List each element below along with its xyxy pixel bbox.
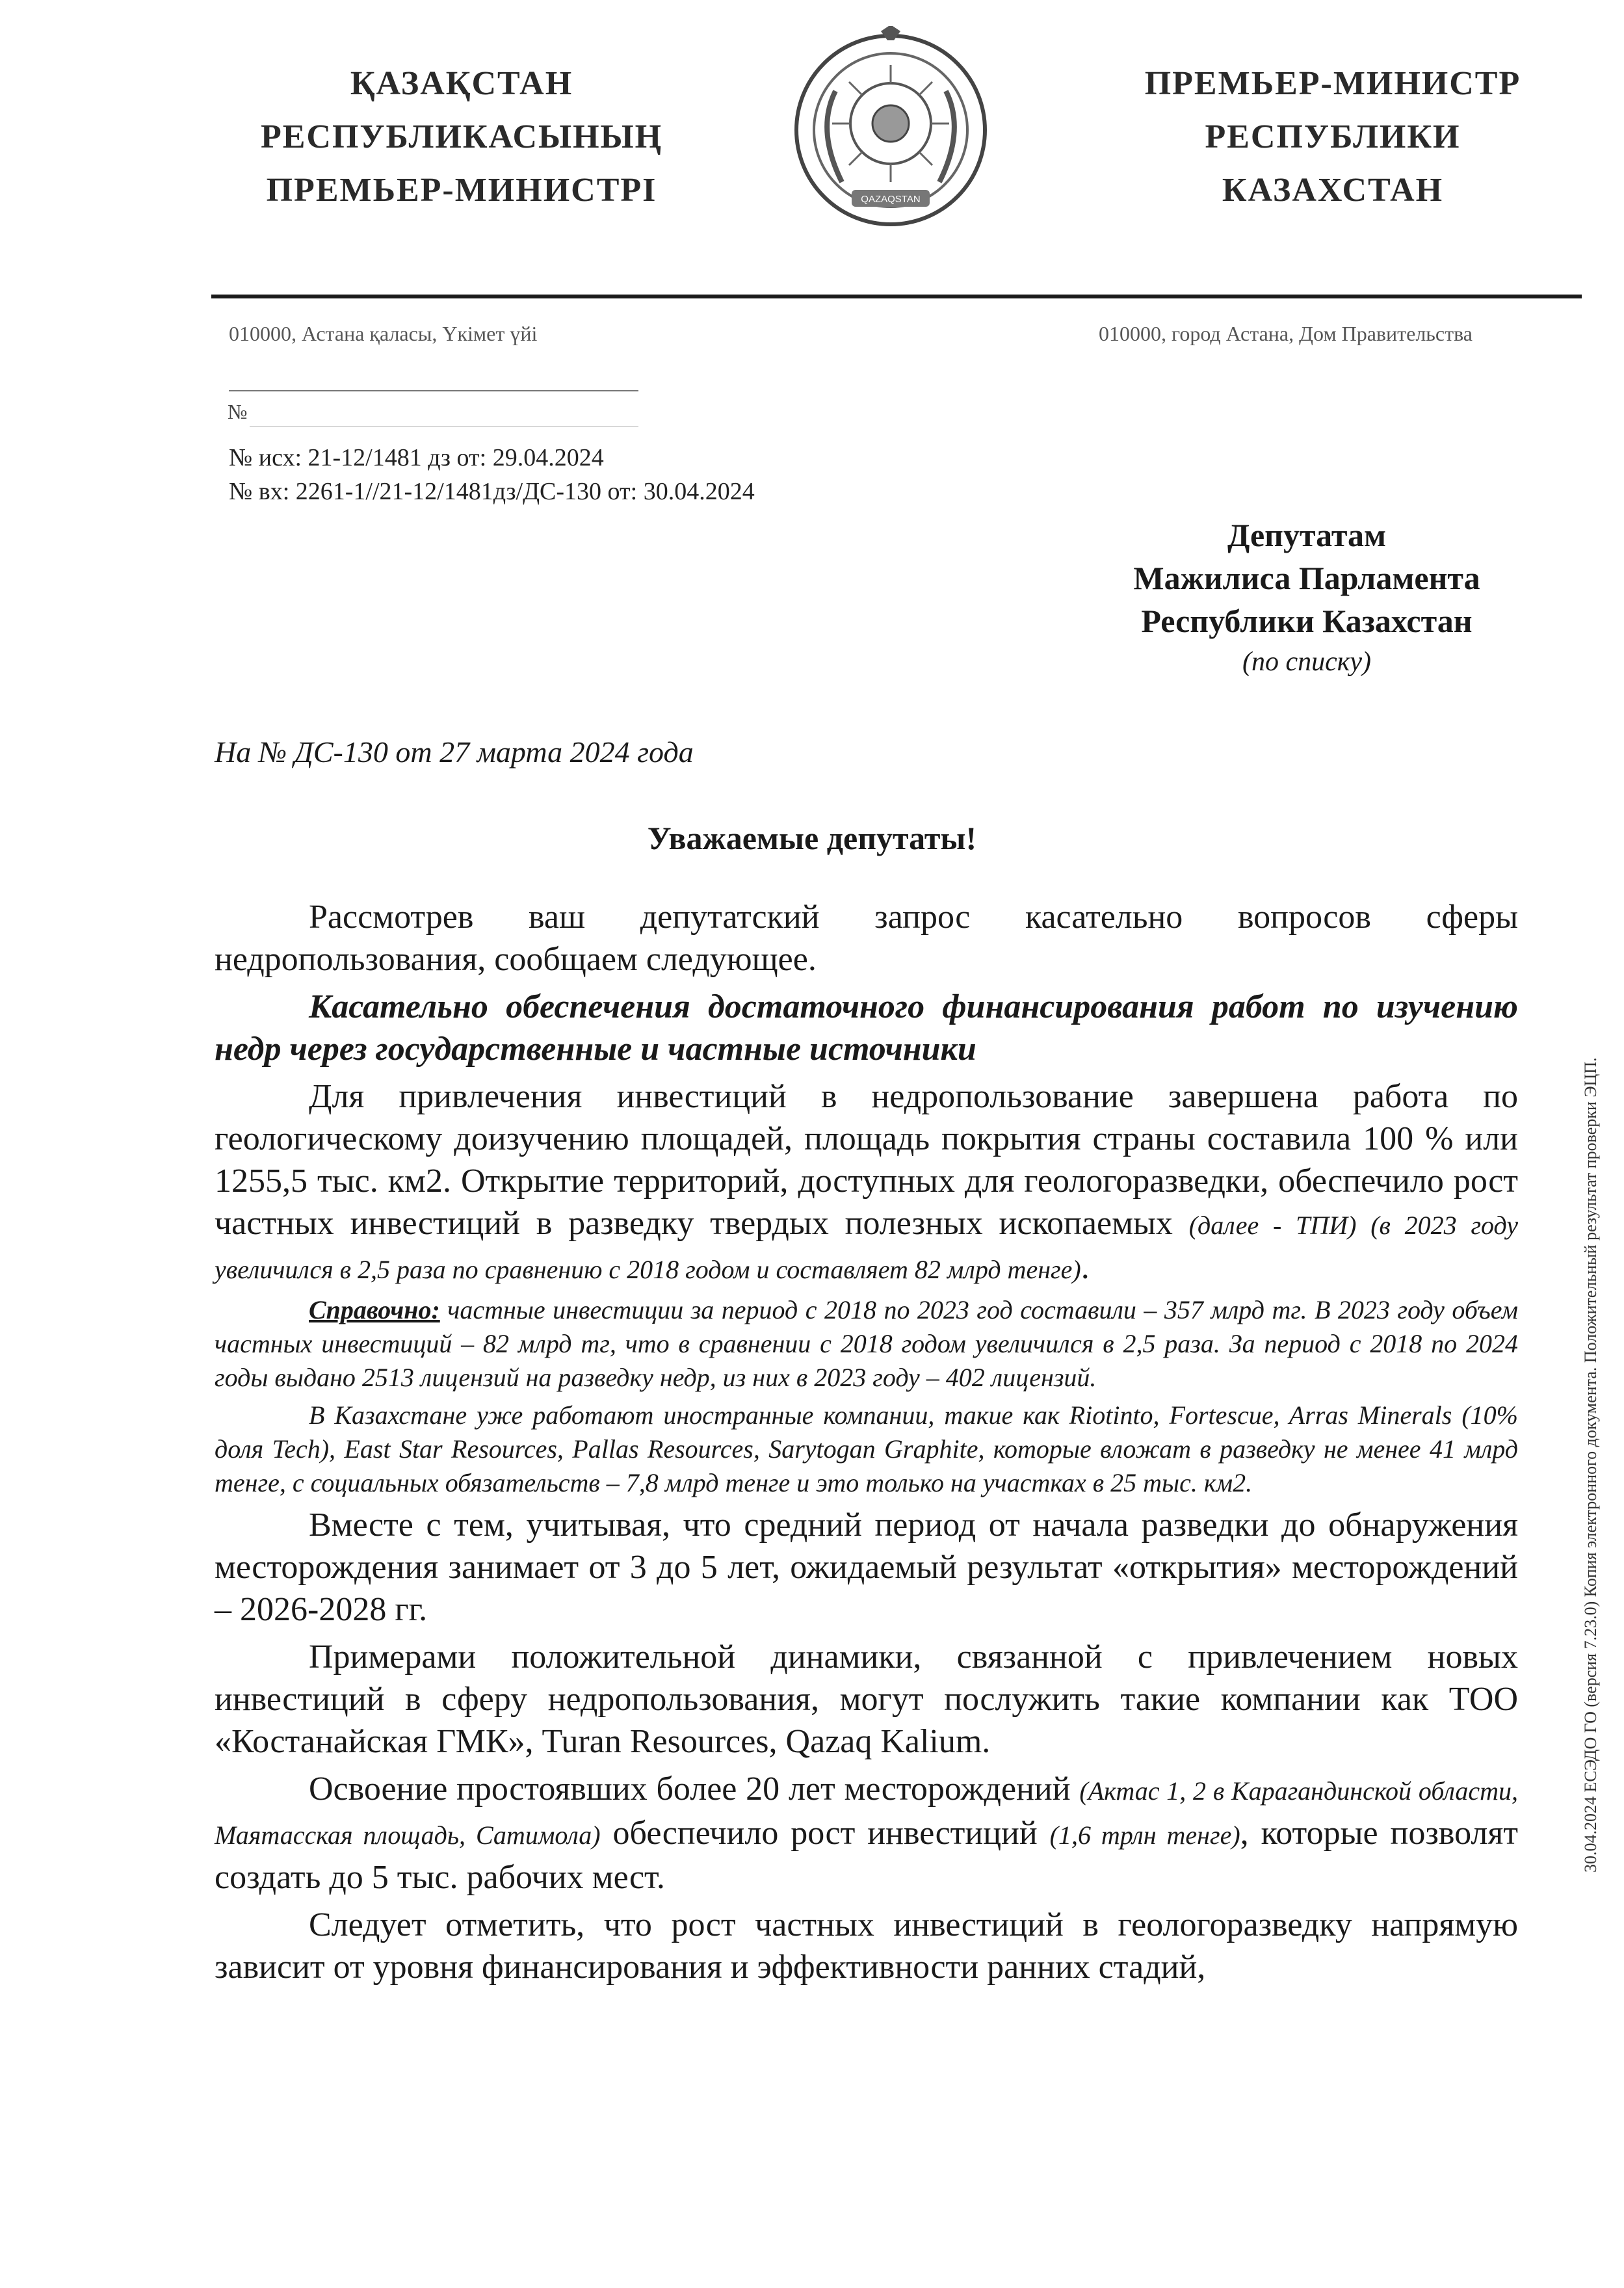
- paragraph-text: , которые позволят создать до 5 тыс. рабочих мест.: [215, 1815, 1519, 1896]
- greeting: Уважаемые депутаты!: [647, 820, 977, 856]
- header-divider: [211, 295, 1582, 298]
- header-left-line: ПРЕМЬЕР-МИНИСТРІ: [266, 172, 657, 209]
- emblem-text: QAZAQSTAN: [861, 194, 921, 205]
- reference-note-label: Справочно:: [309, 1295, 440, 1324]
- header-left-kazakh: [215, 57, 709, 217]
- paragraph-exploration-period: Вместе с тем, учитывая, что средний период от начала разведки до обнаружения месторождения занимает от 3 до 5 лет, ожидаемый результат «открытия» месторождений – 2026-2028 гг.: [215, 1506, 1518, 1628]
- header-right-line: РЕСПУБЛИКИ: [1205, 118, 1461, 155]
- paragraph-italic-note: (1,6 трлн тенге): [1049, 1821, 1240, 1850]
- header-right-line: КАЗАХСТАН: [1222, 172, 1444, 209]
- state-emblem-icon: [790, 26, 991, 241]
- paragraph-examples: Примерами положительной динамики, связанной с привлечением новых инвестиций в сферу недропользования, могут послужить такие компании как ТОО «Костанайская ГМК», Turan Resources, Qazaq Kalium.: [215, 1638, 1518, 1760]
- address-left: 010000, Астана қаласы, Үкімет үйі: [229, 322, 538, 345]
- paragraph-deposits: [215, 1768, 1518, 1899]
- paragraph-italic-note: (далее - ТПИ) (в 2023 году увеличился в 2,5 раза по сравнению с 2018 годом и составляет 82 млрд тенге): [215, 1211, 1518, 1284]
- incoming-number: № вх: 2261-1//21-12/1481дз/ДС-130 от: 30.04.2024: [229, 478, 755, 505]
- paragraph-conclusion: Следует отметить, что рост частных инвестиций в геологоразведку напрямую зависит от уровня финансирования и эффективности ранних стадий,: [215, 1906, 1518, 1986]
- reference-note-text: частные инвестиции за период с 2018 по 2023 год составили – 357 млрд тг. В 2023 году объем частных инвестиций – 82 млрд тг, что в сравнении с 2018 годом увеличился в 2,5 раза. За период с 2018 по 2024 годы выдано 2513 лицензий на разведку недр, из них в 2023 году – 402 лицензий.: [215, 1295, 1518, 1392]
- section-heading: Касательно обеспечения достаточного финансирования работ по изучению недр через государственные и частные источники: [215, 988, 1518, 1068]
- header-right-russian: [1105, 57, 1560, 217]
- paragraph-investments: [215, 1075, 1518, 1291]
- foreign-companies-note: В Казахстане уже работают иностранные компании, такие как Riotinto, Fortescue, Arras Minerals (10% доля Tech), East Star Resources, Pallas Resources, Sarytogan Graphite, которые вложат в разведку не менее 41 млрд тенге, с социальных обязательств – 7,8 млрд тенге и это только на участках в 25 тыс. км2.: [215, 1400, 1518, 1497]
- number-label: №: [228, 400, 248, 423]
- letter-body: [215, 896, 1518, 1988]
- addressee-block: [1086, 514, 1528, 681]
- addressee-note: (по списку): [1242, 647, 1372, 677]
- edms-side-stamp: 30.04.2024 ЕСЭДО ГО (версия 7.23.0) Копия электронного документа. Положительный результат проверки ЭЦП.: [1581, 1057, 1600, 1873]
- addressee-line: Мажилиса Парламента: [1133, 560, 1480, 596]
- reference-line: На № ДС-130 от 27 марта 2024 года: [215, 735, 694, 769]
- paragraph-text: Для привлечения инвестиций в недропользование завершена работа по геологическому доизучению площадей, площадь покрытия страны составила 100 % или 1255,5 тыс. км2. Открытие территорий, доступных для геологоразведки, обеспечило рост частных инвестиций в разведку твердых полезных ископаемых: [215, 1078, 1518, 1242]
- reference-note: [215, 1293, 1518, 1395]
- paragraph-italic-note: (Актас 1, 2 в Карагандинской области, Маятасская площадь, Сатимола): [215, 1776, 1519, 1850]
- paragraph-intro: Рассмотрев ваш депутатский запрос касательно вопросов сферы недропользования, сообщаем следующее.: [215, 899, 1518, 978]
- header-left-line: ҚАЗАҚСТАН: [350, 65, 573, 102]
- outgoing-number: № исх: 21-12/1481 дз от: 29.04.2024: [229, 444, 604, 471]
- header-left-line: РЕСПУБЛИКАСЫНЫҢ: [260, 118, 663, 155]
- addressee-line: Депутатам: [1227, 517, 1387, 553]
- paragraph-text: Освоение простоявших более 20 лет месторождений: [309, 1770, 1080, 1808]
- addressee-line: Республики Казахстан: [1141, 603, 1473, 639]
- header-right-line: ПРЕМЬЕР-МИНИСТР: [1144, 65, 1521, 102]
- paragraph-text: обеспечило рост инвестиций: [600, 1815, 1050, 1852]
- number-underline: [229, 390, 638, 391]
- paragraph-end: .: [1080, 1249, 1090, 1286]
- address-right: 010000, город Астана, Дом Правительства: [1099, 322, 1473, 345]
